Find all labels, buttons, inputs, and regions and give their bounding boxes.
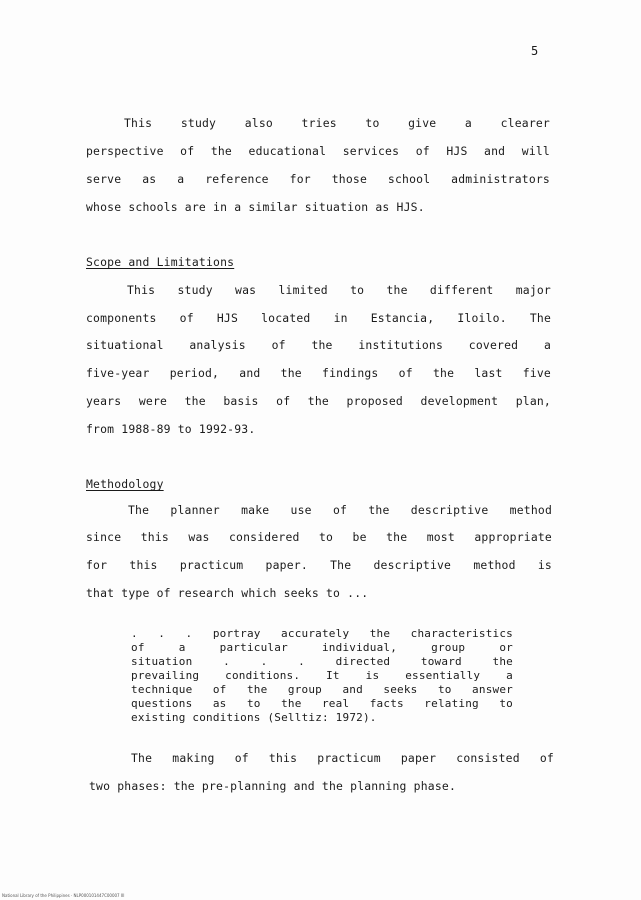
quote-line: of a particular individual, group or bbox=[131, 641, 513, 654]
quote-line: . . . portray accurately the characteristics bbox=[131, 627, 513, 640]
quote-line: technique of the group and seeks to answer bbox=[131, 683, 513, 696]
scope-line-5: years were the basis of the proposed development plan, bbox=[86, 394, 551, 408]
closing-line-1: The making of this practicum paper consisted of bbox=[131, 751, 554, 765]
methodology-line-2: since this was considered to be the most appropriate bbox=[86, 530, 552, 544]
scope-heading: Scope and Limitations bbox=[86, 255, 235, 269]
footer-scan-label: National Library of the Philippines · NLP000101447C00007 III bbox=[2, 893, 125, 898]
scope-line-1: This study was limited to the different major bbox=[127, 283, 551, 297]
intro-line-1: This study also tries to give a clearer bbox=[124, 116, 550, 130]
scope-line-2: components of HJS located in Estancia, Iloilo. The bbox=[86, 311, 551, 325]
methodology-line-3: for this practicum paper. The descriptive method is bbox=[86, 558, 552, 572]
methodology-line-4: that type of research which seeks to ... bbox=[86, 586, 369, 600]
scope-line-4: five-year period, and the findings of the last five bbox=[86, 366, 551, 380]
scope-line-3: situational analysis of the institutions covered a bbox=[86, 338, 551, 352]
block-quote bbox=[131, 627, 513, 725]
intro-line-4: whose schools are in a similar situation as HJS. bbox=[86, 200, 425, 214]
quote-line: existing conditions (Selltiz: 1972). bbox=[131, 711, 377, 724]
scope-line-6: from 1988-89 to 1992-93. bbox=[86, 422, 256, 436]
closing-line-2: two phases: the pre-planning and the planning phase. bbox=[89, 779, 457, 793]
intro-line-3: serve as a reference for those school administrators bbox=[86, 172, 550, 186]
page-number: 5 bbox=[531, 44, 539, 58]
quote-line: situation . . . directed toward the bbox=[131, 655, 513, 668]
quote-line: questions as to the real facts relating to bbox=[131, 697, 513, 710]
methodology-heading: Methodology bbox=[86, 477, 164, 491]
intro-line-2: perspective of the educational services of HJS and will bbox=[86, 144, 550, 158]
methodology-line-1: The planner make use of the descriptive method bbox=[128, 503, 552, 517]
quote-line: prevailing conditions. It is essentially a bbox=[131, 669, 513, 682]
